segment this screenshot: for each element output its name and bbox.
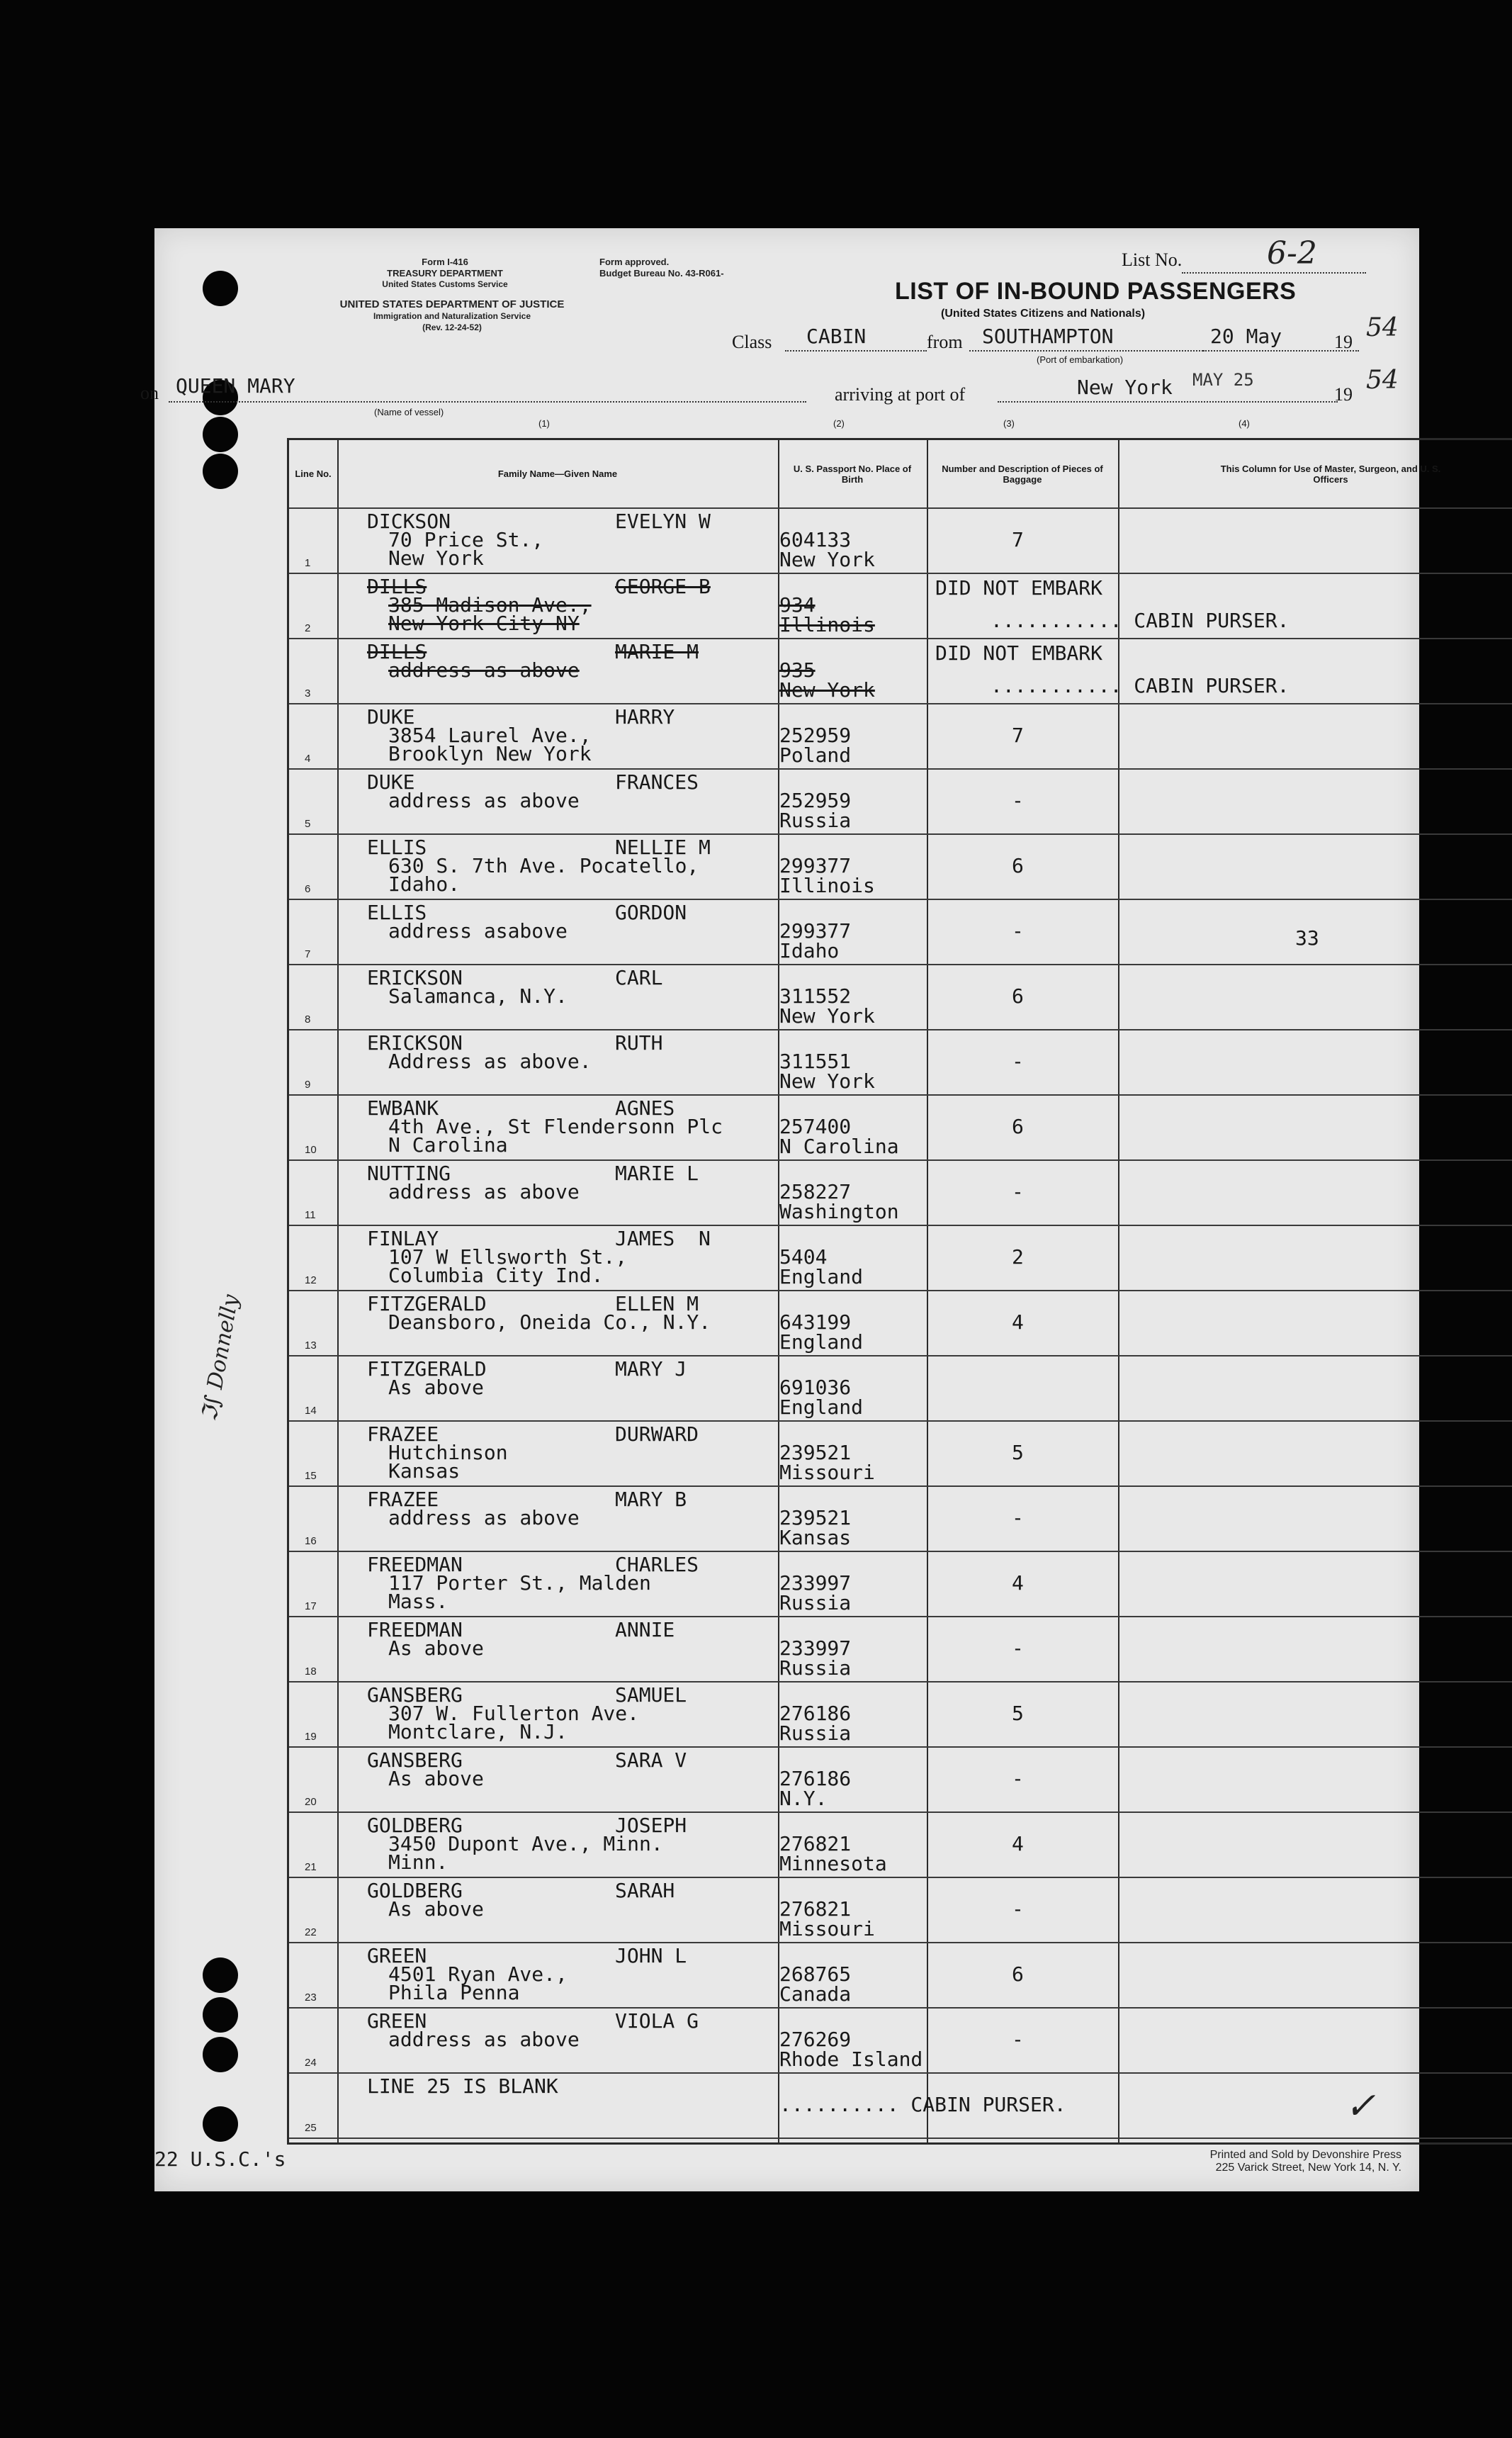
from-value: SOUTHAMPTON — [982, 325, 1114, 348]
col-header-baggage: Number and Description of Pieces of Baggage — [942, 463, 1103, 485]
officer-note: ........... CABIN PURSER. — [991, 674, 1290, 697]
passport-number: 5404 — [779, 1245, 828, 1269]
table-row — [289, 1290, 1512, 1355]
table-row — [289, 768, 1512, 833]
given-name: SARA V — [615, 1748, 687, 1772]
class-line — [785, 350, 927, 352]
family-name: GOLDBERG — [367, 1879, 463, 1902]
year-value: 54 — [1366, 313, 1399, 342]
line-number: 8 — [305, 1013, 311, 1026]
table-row — [289, 573, 1512, 638]
line-number: 3 — [305, 687, 311, 700]
col-num-2: (2) — [833, 418, 845, 429]
given-name: GEORGE B — [615, 575, 711, 598]
given-name: HARRY — [615, 705, 675, 729]
form-subtitle: (United States Citizens and Nationals) — [941, 308, 1146, 320]
table-row — [289, 1094, 1512, 1159]
vessel-name: QUEEN MARY — [176, 374, 295, 398]
given-name: NELLIE M — [615, 836, 711, 859]
place-of-birth: England — [779, 1395, 864, 1419]
given-name: VIOLA G — [615, 2009, 699, 2033]
officer-note: 33 — [1295, 926, 1319, 950]
address-line-2: Columbia City Ind. — [388, 1264, 604, 1287]
place-of-birth: England — [779, 1330, 864, 1354]
address-line-1: address as above — [388, 1180, 580, 1203]
passport-number: 252959 — [779, 724, 852, 747]
from-label: from — [927, 332, 963, 352]
table-row — [289, 1420, 1512, 1485]
table-row — [289, 2007, 1512, 2072]
table-row — [289, 1811, 1512, 1877]
given-name: ANNIE — [615, 1618, 675, 1641]
family-name: GANSBERG — [367, 1748, 463, 1772]
address-line-2: N Carolina — [388, 1133, 508, 1157]
place-of-birth: Illinois — [779, 613, 875, 636]
baggage-count: - — [1012, 919, 1024, 943]
table-row — [289, 507, 1512, 573]
passport-number: 258227 — [779, 1180, 852, 1203]
check-mark: ✓ — [1345, 2085, 1376, 2128]
place-of-birth: Russia — [779, 809, 852, 832]
family-name: DILLS — [367, 575, 427, 598]
address-line-1: As above — [388, 1376, 484, 1399]
vessel-line — [169, 401, 806, 403]
place-of-birth: Canada — [779, 1982, 852, 2006]
address-line-1: Hutchinson — [388, 1441, 508, 1464]
address-line-1: 307 W. Fullerton Ave. — [388, 1702, 640, 1725]
line-number: 16 — [305, 1535, 317, 1547]
baggage-count: - — [1012, 1506, 1024, 1529]
place-of-birth: Illinois — [779, 874, 875, 897]
address-line-1: address as above — [388, 1506, 580, 1529]
table-row — [289, 964, 1512, 1029]
address-line-1: 3854 Laurel Ave., — [388, 724, 592, 747]
place-of-birth: Kansas — [779, 1526, 852, 1549]
line-number: 9 — [305, 1079, 311, 1091]
place-of-birth: Russia — [779, 1721, 852, 1745]
baggage-count: 6 — [1012, 984, 1024, 1008]
baggage-count: - — [1012, 1767, 1024, 1790]
table-row — [289, 1355, 1512, 1420]
line-number: 15 — [305, 1470, 317, 1482]
place-of-birth: Missouri — [779, 1917, 875, 1940]
place-of-birth: New York — [779, 678, 875, 702]
col-header-line-no: Line No. — [295, 468, 332, 479]
passport-number: 311552 — [779, 984, 852, 1008]
place-of-birth: Poland — [779, 743, 852, 767]
on-label: on — [140, 383, 159, 403]
family-name: DICKSON — [367, 510, 451, 533]
table-row — [289, 2072, 1512, 2138]
passport-number: 311551 — [779, 1050, 852, 1073]
passport-number: 239521 — [779, 1506, 852, 1529]
family-name: FITZGERALD — [367, 1292, 487, 1315]
family-name: ELLIS — [367, 836, 427, 859]
line-number: 22 — [305, 1926, 317, 1938]
form-title: LIST OF IN-BOUND PASSENGERS — [895, 278, 1297, 305]
given-name: CHARLES — [615, 1553, 699, 1576]
baggage-count: 4 — [1012, 1832, 1024, 1855]
baggage-count: 7 — [1012, 724, 1024, 747]
address-line-1: 385 Madison Ave., — [388, 593, 592, 617]
place-of-birth: New York — [779, 1004, 875, 1028]
place-of-birth: Minnesota — [779, 1852, 887, 1875]
passport-number: 257400 — [779, 1115, 852, 1138]
passport-number: 299377 — [779, 919, 852, 943]
table-row — [289, 1159, 1512, 1225]
table-row — [289, 1225, 1512, 1290]
line-number: 1 — [305, 557, 311, 569]
line-number: 2 — [305, 622, 311, 634]
given-name: JAMES N — [615, 1227, 711, 1250]
family-name: FREEDMAN — [367, 1618, 463, 1641]
place-of-birth: Russia — [779, 1591, 852, 1614]
table-row — [289, 1681, 1512, 1746]
address-line-1: 70 Price St., — [388, 528, 544, 551]
class-label: Class — [732, 332, 772, 352]
arrival-year-prefix: 19 — [1334, 384, 1353, 405]
address-line-1: As above — [388, 1636, 484, 1660]
baggage-count: 6 — [1012, 1962, 1024, 1986]
address-line-2: Phila Penna — [388, 1981, 520, 2004]
line-number: 11 — [305, 1209, 316, 1221]
arrival-year: 54 — [1366, 366, 1399, 395]
given-name: DURWARD — [615, 1422, 699, 1446]
form-approved: Form approved. — [599, 257, 670, 267]
address-line-2: Minn. — [388, 1850, 448, 1874]
passport-number: 276186 — [779, 1767, 852, 1790]
family-name: DUKE — [367, 770, 415, 794]
address-line-1: As above — [388, 1897, 484, 1921]
family-name: EWBANK — [367, 1096, 439, 1120]
passport-number: 935 — [779, 658, 816, 682]
family-name: GREEN — [367, 1944, 427, 1967]
family-name: LINE 25 IS BLANK — [367, 2074, 558, 2098]
line-number: 17 — [305, 1600, 317, 1612]
table-row — [289, 1616, 1512, 1681]
arrival-line — [998, 401, 1338, 403]
col-header-officer: This Column for Use of Master, Surgeon, and U. S. Officers — [1220, 463, 1441, 485]
address-line-1: address as above — [388, 658, 580, 682]
line-number: 21 — [305, 1861, 317, 1873]
passport-number: .......... CABIN PURSER. — [779, 2093, 1066, 2116]
class-value: CABIN — [806, 325, 867, 348]
baggage-count: 2 — [1012, 1245, 1024, 1269]
budget-bureau: Budget Bureau No. 43-R061- — [599, 268, 724, 279]
place-of-birth: Missouri — [779, 1461, 875, 1484]
baggage-count: DID NOT EMBARK — [935, 576, 1103, 600]
family-name: GANSBERG — [367, 1683, 463, 1707]
line-number: 20 — [305, 1796, 317, 1808]
revision: (Rev. 12-24-52) — [422, 322, 482, 332]
address-line-1: address asabove — [388, 919, 568, 943]
line-number: 19 — [305, 1731, 317, 1743]
col-header-passport: U. S. Passport No. Place of Birth — [793, 463, 912, 485]
address-line-2: Montclare, N.J. — [388, 1720, 568, 1743]
line-number: 5 — [305, 818, 311, 830]
passport-number: 276821 — [779, 1897, 852, 1921]
baggage-count: 6 — [1012, 1115, 1024, 1138]
family-name: DUKE — [367, 705, 415, 729]
family-name: ERICKSON — [367, 966, 463, 989]
officer-note: ........... CABIN PURSER. — [991, 609, 1290, 632]
arriving-label: arriving at port of — [835, 384, 966, 405]
family-name: ERICKSON — [367, 1031, 463, 1055]
given-name: MARIE M — [615, 640, 699, 663]
line-number: 24 — [305, 2057, 317, 2069]
given-name: CARL — [615, 966, 663, 989]
line-number: 25 — [305, 2122, 317, 2134]
punch-hole — [203, 454, 238, 489]
line-number: 18 — [305, 1665, 317, 1678]
table-row — [289, 899, 1512, 964]
family-name: FINLAY — [367, 1227, 439, 1250]
address-line-1: address as above — [388, 789, 580, 812]
address-line-2: Brooklyn New York — [388, 742, 592, 765]
col-num-3: (3) — [1003, 418, 1015, 429]
table-row — [289, 1551, 1512, 1616]
baggage-count: 4 — [1012, 1571, 1024, 1595]
address-line-2: Mass. — [388, 1590, 448, 1613]
family-name: GREEN — [367, 2009, 427, 2033]
given-name: ELLEN M — [615, 1292, 699, 1315]
manifest-page — [140, 228, 1441, 2191]
family-name: FRAZEE — [367, 1488, 439, 1511]
ins: Immigration and Naturalization Service — [373, 311, 531, 321]
margin-signature: ℑ∫ Donnelly — [197, 1293, 244, 1424]
punch-hole — [203, 1957, 238, 1993]
given-name: JOHN L — [615, 1944, 687, 1967]
passport-number: 276821 — [779, 1832, 852, 1855]
punch-hole — [203, 417, 238, 452]
col-num-4: (4) — [1239, 418, 1250, 429]
address-line-2: New York City NY — [388, 612, 580, 635]
given-name: MARY B — [615, 1488, 687, 1511]
place-of-birth: Washington — [779, 1200, 899, 1223]
address-line-1: Deansboro, Oneida Co., N.Y. — [388, 1310, 711, 1334]
address-line-2: New York — [388, 546, 484, 570]
family-name: FITZGERALD — [367, 1357, 487, 1381]
family-name: FREEDMAN — [367, 1553, 463, 1576]
passport-number: 604133 — [779, 528, 852, 551]
baggage-count: - — [1012, 1636, 1024, 1660]
punch-hole — [203, 2106, 238, 2142]
baggage-count: - — [1012, 789, 1024, 812]
line-number: 14 — [305, 1405, 317, 1417]
line-number: 23 — [305, 1992, 317, 2004]
table-row — [289, 1485, 1512, 1551]
baggage-count: 5 — [1012, 1441, 1024, 1464]
place-of-birth: Russia — [779, 1656, 852, 1680]
address-line-1: address as above — [388, 2028, 580, 2051]
col-num-1: (1) — [538, 418, 550, 429]
printer-line-1: Printed and Sold by Devonshire Press — [1209, 2149, 1401, 2161]
family-name: NUTTING — [367, 1162, 451, 1185]
line-number: 4 — [305, 753, 311, 765]
list-no-value: 6-2 — [1267, 235, 1317, 271]
year-prefix: 19 — [1334, 332, 1353, 352]
row-divider — [289, 2138, 1512, 2139]
table-row — [289, 638, 1512, 703]
printer-line-2: 225 Varick Street, New York 14, N. Y. — [1215, 2162, 1401, 2174]
given-name: AGNES — [615, 1096, 675, 1120]
baggage-count: 5 — [1012, 1702, 1024, 1725]
arrival-port: New York — [1077, 376, 1173, 399]
given-name: EVELYN W — [615, 510, 711, 533]
given-name: RUTH — [615, 1031, 663, 1055]
given-name: JOSEPH — [615, 1814, 687, 1837]
address-line-1: 4th Ave., St Flendersonn Plc — [388, 1115, 723, 1138]
line-number: 12 — [305, 1274, 317, 1286]
given-name: SAMUEL — [615, 1683, 687, 1707]
baggage-count: - — [1012, 1897, 1024, 1921]
address-line-1: 4501 Ryan Ave., — [388, 1962, 568, 1986]
customs-service: United States Customs Service — [382, 279, 508, 289]
passport-number: 934 — [779, 593, 816, 617]
from-line — [969, 350, 1203, 352]
baggage-count: - — [1012, 1050, 1024, 1073]
address-line-2: Idaho. — [388, 872, 461, 896]
table-row — [289, 1746, 1512, 1811]
address-line-1: 630 S. 7th Ave. Pocatello, — [388, 854, 699, 877]
given-name: FRANCES — [615, 770, 699, 794]
line-number: 10 — [305, 1144, 317, 1156]
line-number: 13 — [305, 1339, 317, 1352]
given-name: SARAH — [615, 1879, 675, 1902]
line-number: 7 — [305, 948, 311, 960]
address-line-1: 3450 Dupont Ave., Minn. — [388, 1832, 663, 1855]
table-row — [289, 1942, 1512, 2007]
given-name: MARY J — [615, 1357, 687, 1381]
given-name: GORDON — [615, 901, 687, 924]
justice-dept: UNITED STATES DEPARTMENT OF JUSTICE — [339, 298, 565, 310]
baggage-count: 6 — [1012, 854, 1024, 877]
passport-number: 239521 — [779, 1441, 852, 1464]
address-line-1: Salamanca, N.Y. — [388, 984, 568, 1008]
table-row — [289, 1029, 1512, 1094]
address-line-1: 117 Porter St., Malden — [388, 1571, 651, 1595]
place-of-birth: Idaho — [779, 939, 840, 962]
passport-number: 233997 — [779, 1636, 852, 1660]
list-no-line — [1182, 272, 1366, 274]
punch-hole — [203, 271, 238, 306]
passport-number: 268765 — [779, 1962, 852, 1986]
address-line-1: 107 W Ellsworth St., — [388, 1245, 628, 1269]
treasury-dept: TREASURY DEPARTMENT — [387, 268, 503, 279]
family-name: DILLS — [367, 640, 427, 663]
table-row — [289, 833, 1512, 899]
place-of-birth: New York — [779, 548, 875, 571]
departure-date: 20 May — [1210, 325, 1282, 348]
family-name: GOLDBERG — [367, 1814, 463, 1837]
address-line-2: Kansas — [388, 1459, 461, 1483]
family-name: FRAZEE — [367, 1422, 439, 1446]
baggage-count: DID NOT EMBARK — [935, 641, 1103, 665]
baggage-count: - — [1012, 2028, 1024, 2051]
place-of-birth: N.Y. — [779, 1787, 828, 1810]
passport-number: 233997 — [779, 1571, 852, 1595]
place-of-birth: Rhode Island — [779, 2047, 923, 2071]
address-line-1: As above — [388, 1767, 484, 1790]
list-no-label: List No. — [1122, 249, 1183, 270]
form-id: Form I-416 — [422, 257, 468, 267]
punch-hole — [203, 1997, 238, 2033]
place-of-birth: N Carolina — [779, 1135, 899, 1158]
baggage-count: 4 — [1012, 1310, 1024, 1334]
port-embark-label: (Port of embarkation) — [1037, 354, 1124, 365]
place-of-birth: England — [779, 1265, 864, 1288]
line-number: 6 — [305, 883, 311, 895]
table-row — [289, 703, 1512, 768]
passport-number: 691036 — [779, 1376, 852, 1399]
passport-number: 276269 — [779, 2028, 852, 2051]
given-name: MARIE L — [615, 1162, 699, 1185]
passport-number: 643199 — [779, 1310, 852, 1334]
place-of-birth: New York — [779, 1069, 875, 1093]
punch-hole — [203, 2037, 238, 2072]
address-line-1: Address as above. — [388, 1050, 592, 1073]
usc-note: 22 U.S.C.'s — [154, 2147, 286, 2171]
passport-number: 299377 — [779, 854, 852, 877]
baggage-count: - — [1012, 1180, 1024, 1203]
manifest-table — [287, 438, 1512, 2145]
arrival-stamp: MAY 25 — [1192, 370, 1254, 390]
passport-number: 252959 — [779, 789, 852, 812]
baggage-count: 7 — [1012, 528, 1024, 551]
vessel-label: (Name of vessel) — [374, 407, 444, 417]
passport-number: 276186 — [779, 1702, 852, 1725]
col-header-name: Family Name—Given Name — [497, 468, 618, 479]
table-row — [289, 1877, 1512, 1942]
family-name: ELLIS — [367, 901, 427, 924]
